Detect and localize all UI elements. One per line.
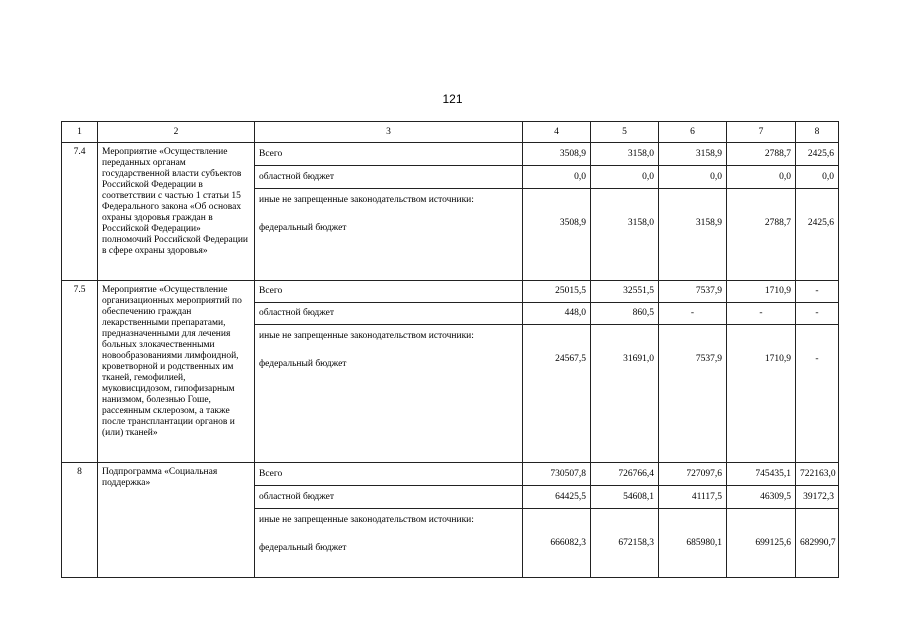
table-row <box>62 281 839 303</box>
value-cell: 7537,9 <box>659 325 727 463</box>
value-cell: - <box>796 325 839 463</box>
value-cell: 64425,5 <box>523 486 591 509</box>
value-cell: 0,0 <box>727 166 796 189</box>
value-cell: 0,0 <box>523 166 591 189</box>
header-cell-1: 1 <box>62 122 98 143</box>
value-cell: 3158,9 <box>659 189 727 281</box>
funding-source: федеральный бюджет <box>259 223 347 233</box>
funding-source: Всего <box>255 281 523 303</box>
value-cell: 727097,6 <box>659 463 727 486</box>
funding-source: областной бюджет <box>255 486 523 509</box>
header-cell-7: 7 <box>727 122 796 143</box>
other-sources-label: иные не запрещенные законодательством источники: <box>259 515 474 525</box>
value-cell: 2425,6 <box>796 143 839 166</box>
value-cell: 7537,9 <box>659 281 727 303</box>
value-cell: 682990,7 <box>796 509 839 578</box>
value-cell: 722163,0 <box>796 463 839 486</box>
header-cell-4: 4 <box>523 122 591 143</box>
value-cell: 3158,0 <box>591 143 659 166</box>
item-name: Мероприятие «Осуществление организационных мероприятий по обеспечению граждан лекарственными препаратами, предназначенными для лечения больных злокачественными новообразованиями лимфоидной, кроветворной и родственных им тканей, гемофилией, муковисцидозом, гипофизарным нанизмом, болезнью Гоше, рассеянным склерозом, а также после трансплантации органов и (или) тканей» <box>98 281 255 463</box>
funding-source: федеральный бюджет <box>259 543 347 553</box>
item-number: 7.5 <box>62 281 98 463</box>
value-cell: 2425,6 <box>796 189 839 281</box>
value-cell: 32551,5 <box>591 281 659 303</box>
value-cell: 2788,7 <box>727 143 796 166</box>
value-cell: 3158,9 <box>659 143 727 166</box>
value-cell: 25015,5 <box>523 281 591 303</box>
value-cell: 3158,0 <box>591 189 659 281</box>
funding-source: Всего <box>255 143 523 166</box>
value-cell: 1710,9 <box>727 325 796 463</box>
value-cell: 0,0 <box>796 166 839 189</box>
value-cell: 448,0 <box>523 303 591 325</box>
other-sources-label: иные не запрещенные законодательством источники: <box>259 195 474 205</box>
header-cell-5: 5 <box>591 122 659 143</box>
value-cell: 0,0 <box>591 166 659 189</box>
funding-source-cell <box>255 325 523 463</box>
page-number: 121 <box>442 92 463 106</box>
value-cell: - <box>659 303 727 325</box>
value-cell: 699125,6 <box>727 509 796 578</box>
funding-source: областной бюджет <box>255 166 523 189</box>
value-cell: 24567,5 <box>523 325 591 463</box>
value-cell: 1710,9 <box>727 281 796 303</box>
value-cell: 41117,5 <box>659 486 727 509</box>
header-cell-6: 6 <box>659 122 727 143</box>
value-cell: 54608,1 <box>591 486 659 509</box>
item-number: 7.4 <box>62 143 98 281</box>
value-cell: - <box>796 303 839 325</box>
funding-source-cell <box>255 509 523 578</box>
funding-source: федеральный бюджет <box>259 359 347 369</box>
funding-source: областной бюджет <box>255 303 523 325</box>
item-name: Подпрограмма «Социальная поддержка» <box>98 463 255 578</box>
funding-source: Всего <box>255 463 523 486</box>
item-number: 8 <box>62 463 98 578</box>
value-cell: 730507,8 <box>523 463 591 486</box>
value-cell: 726766,4 <box>591 463 659 486</box>
value-cell: 685980,1 <box>659 509 727 578</box>
value-cell: 0,0 <box>659 166 727 189</box>
header-cell-2: 2 <box>98 122 255 143</box>
funding-source-cell <box>255 189 523 281</box>
header-cell-8: 8 <box>796 122 839 143</box>
value-cell: 745435,1 <box>727 463 796 486</box>
table-header-row <box>62 122 839 143</box>
value-cell: 860,5 <box>591 303 659 325</box>
value-cell: 2788,7 <box>727 189 796 281</box>
header-cell-3: 3 <box>255 122 523 143</box>
value-cell: 3508,9 <box>523 189 591 281</box>
table-row <box>62 143 839 166</box>
value-cell: 46309,5 <box>727 486 796 509</box>
value-cell: 666082,3 <box>523 509 591 578</box>
other-sources-label: иные не запрещенные законодательством источники: <box>259 331 474 341</box>
budget-table <box>61 121 839 578</box>
value-cell: - <box>796 281 839 303</box>
value-cell: 3508,9 <box>523 143 591 166</box>
table-row <box>62 463 839 486</box>
value-cell: - <box>727 303 796 325</box>
value-cell: 31691,0 <box>591 325 659 463</box>
value-cell: 672158,3 <box>591 509 659 578</box>
item-name: Мероприятие «Осуществление переданных органам государственной власти субъектов Российской Федерации в соответствии с частью 1 статьи 15 Федерального закона «Об основах охраны здоровья граждан в Российской Федерации» полномочий Российской Федерации в сфере охраны здоровья» <box>98 143 255 281</box>
value-cell: 39172,3 <box>796 486 839 509</box>
